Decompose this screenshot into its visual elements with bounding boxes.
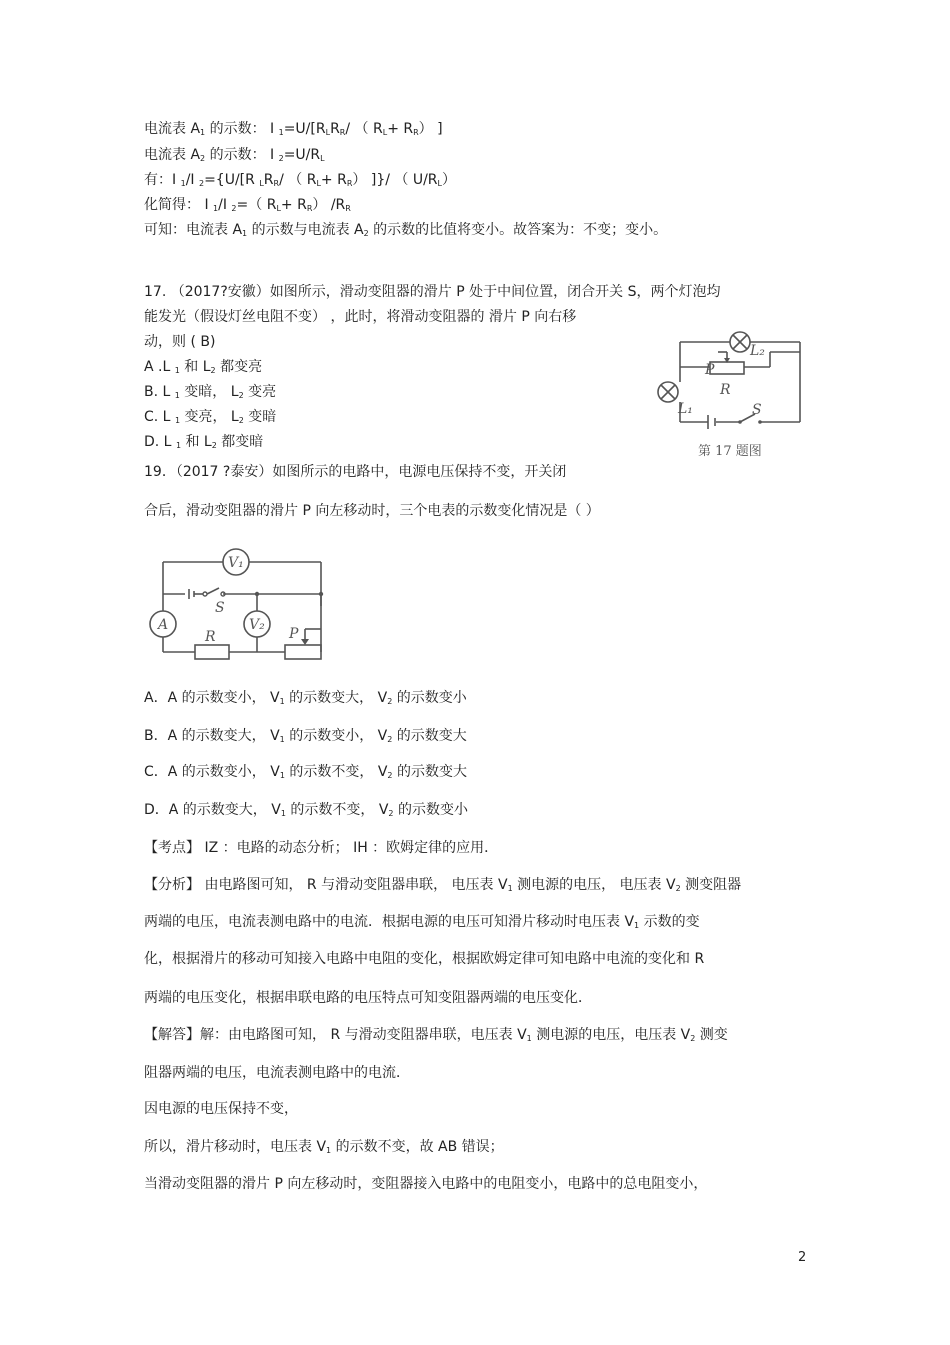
text-segment: 【解答】解：由电路图可知， R 与滑动变阻器串联，电压表 V [144, 1027, 527, 1043]
text-segment: 19．（2017 ?泰安）如图所示的电路中，电源电压保持不变，开关闭 [144, 464, 567, 480]
subscript: L [276, 204, 281, 213]
formula-line-1 [144, 120, 443, 142]
text-segment: 两端的电压，电流表测电路中的电流．根据电源的电压可知滑片移动时电压表 V [144, 914, 635, 930]
subscript: 1 [507, 884, 513, 893]
text-segment: 所以，滑片移动时，电压表 V [144, 1139, 327, 1155]
subscript: 1 [213, 204, 219, 213]
text-segment: /I [185, 172, 199, 188]
formula-line-2 [144, 146, 325, 168]
text-segment: ） ] [418, 121, 443, 137]
figure-caption: 第 17 题图 [698, 444, 762, 459]
text-segment: 阻器两端的电压，电流表测电路中的电流． [144, 1065, 410, 1081]
subscript: 2 [388, 809, 394, 818]
subscript: 2 [675, 884, 681, 893]
text-segment: 和 L [181, 434, 212, 450]
subscript: 2 [198, 179, 205, 188]
answer-line-3 [144, 1100, 298, 1118]
subscript: L [437, 179, 443, 188]
label-p: P [705, 362, 715, 378]
subscript: 1 [174, 416, 181, 425]
text-segment: 的示数不变，故 AB 错误； [331, 1139, 504, 1155]
text-segment: 变亮 [243, 384, 277, 400]
text-segment: =U/[R [283, 121, 326, 137]
label-s: S [215, 600, 225, 616]
subscript: 2 [211, 441, 217, 450]
text-segment: 和 L [179, 359, 211, 375]
text-segment: =（ R [236, 197, 277, 213]
text-segment: 的示数变大 [392, 728, 467, 744]
text-segment: 测变阻器 [680, 877, 742, 893]
subscript: 1 [526, 1034, 532, 1043]
analysis-line-2 [144, 913, 700, 935]
text-segment: 合后，滑动变阻器的滑片 P 向左移动时，三个电表的示数变化情况是（ ） [144, 503, 600, 519]
text-segment: 的示数变大， V [284, 690, 388, 706]
answer-line-2 [144, 1064, 410, 1082]
label-a: A [158, 617, 169, 633]
text-segment: 两端的电压变化，根据串联电路的电压特点可知变阻器两端的电压变化． [144, 990, 592, 1006]
page-number: 2 [798, 1250, 807, 1265]
text-segment: B. L [144, 384, 175, 400]
subscript: 1 [634, 921, 640, 930]
text-segment: + R [320, 172, 347, 188]
q17-stem-line-3 [144, 333, 215, 351]
answer-line-5 [144, 1175, 707, 1193]
text-segment: ） [442, 172, 457, 188]
text-segment: C．A 的示数变小， V [144, 764, 280, 780]
subscript: 1 [174, 366, 180, 375]
subscript: 2 [387, 771, 393, 780]
text-segment: 【分析】 由电路图可知， R 与滑动变阻器串联， 电压表 V [144, 877, 508, 893]
subscript: 2 [210, 366, 216, 375]
subscript: 1 [279, 771, 285, 780]
q19-option-b [144, 727, 467, 749]
kaodian-line [144, 839, 498, 857]
text-segment: 的示数的比值将变小。故答案为：不变；变小。 [368, 222, 668, 238]
text-segment: + R [280, 197, 307, 213]
subscript: 2 [200, 154, 206, 163]
text-segment: 的示数： I [205, 121, 279, 137]
subscript: 1 [280, 809, 286, 818]
text-segment: =U/R [283, 147, 321, 163]
text-segment: 的示数： I [205, 147, 279, 163]
subscript: 1 [278, 128, 284, 137]
label-r: R [205, 629, 216, 645]
text-segment: 的示数变小 [392, 690, 467, 706]
analysis-line-4 [144, 989, 592, 1007]
subscript: 2 [278, 154, 284, 163]
q17-option-b [144, 383, 276, 405]
subscript: 1 [175, 441, 182, 450]
text-segment: ） /R [312, 197, 346, 213]
subscript: 1 [180, 179, 186, 188]
subscript: R [273, 179, 280, 188]
subscript: L [325, 128, 331, 137]
text-segment: D. L [144, 434, 176, 450]
subscript: 2 [231, 204, 237, 213]
formula-line-4 [144, 196, 351, 218]
subscript: 2 [387, 735, 393, 744]
text-segment: 都变亮 [215, 359, 263, 375]
text-segment: 电流表 A [144, 121, 201, 137]
q17-circuit-figure [650, 322, 820, 462]
subscript: 1 [279, 697, 285, 706]
subscript: 2 [238, 391, 244, 400]
label-l2: L₂ [750, 343, 765, 359]
label-v2: V₂ [249, 617, 265, 633]
q19-option-d [144, 801, 468, 823]
text-segment: / （ R [345, 121, 383, 137]
subscript: 2 [238, 416, 244, 425]
subscript: L [316, 179, 321, 188]
text-segment: 能发光（假设灯丝电阻不变） ，此时，将滑动变阻器的 滑片 P 向右移 [144, 309, 577, 325]
label-s: S [752, 402, 762, 418]
text-segment: 的示数变小， V [284, 728, 388, 744]
answer-line-1 [144, 1026, 728, 1048]
text-segment: + R [387, 121, 414, 137]
text-segment: /I [218, 197, 232, 213]
text-segment: 的示数不变， V [285, 802, 389, 818]
subscript: L [320, 154, 325, 163]
q19-option-a [144, 689, 467, 711]
text-segment: 可知：电流表 A [144, 222, 243, 238]
analysis-line-3 [144, 950, 704, 968]
text-segment: R [263, 172, 274, 188]
text-segment: 【考点】 IZ ：电路的动态分析； IH ：欧姆定律的应用． [144, 840, 499, 856]
text-segment: A .L [144, 359, 175, 375]
text-segment: 的示数变大 [392, 764, 467, 780]
text-segment: 变亮， L [180, 409, 239, 425]
q17-option-a [144, 358, 262, 380]
text-segment: 测电源的电压， 电压表 V [512, 877, 676, 893]
label-l1: L₁ [678, 401, 693, 417]
subscript: 2 [387, 697, 393, 706]
formula-line-3 [144, 171, 456, 193]
subscript: 1 [326, 1146, 332, 1155]
subscript: L [259, 179, 264, 188]
text-segment: 当滑动变阻器的滑片 P 向左移动时，变阻器接入电路中的电阻变小，电路中的总电阻变小， [144, 1176, 708, 1192]
q19-circuit-figure [145, 540, 335, 670]
analysis-line-1 [144, 876, 741, 898]
text-segment: 测电源的电压，电压表 V [531, 1027, 691, 1043]
text-segment: A．A 的示数变小， V [144, 690, 280, 706]
text-segment: B．A 的示数变大， V [144, 728, 280, 744]
label-v1: V₁ [228, 555, 244, 571]
text-segment: 化简得： I [144, 197, 214, 213]
text-segment: R [330, 121, 340, 137]
subscript: 1 [242, 229, 248, 238]
text-segment: 变暗 [243, 409, 277, 425]
subscript: R [345, 204, 351, 213]
text-segment: ） ]}/ （ U/R [352, 172, 438, 188]
text-segment: 测变 [695, 1027, 728, 1043]
text-segment: 变暗， L [179, 384, 239, 400]
text-segment: 的示数不变， V [284, 764, 388, 780]
subscript: 2 [363, 229, 369, 238]
text-segment: 都变暗 [216, 434, 264, 450]
subscript: R [306, 204, 313, 213]
text-segment: 有：I [144, 172, 181, 188]
text-segment: 电流表 A [144, 147, 201, 163]
q17-option-c [144, 408, 276, 430]
subscript: R [339, 128, 346, 137]
text-segment: 因电源的电压保持不变， [144, 1101, 298, 1117]
q17-stem-line-2 [144, 308, 576, 326]
answer-line-4 [144, 1138, 504, 1160]
lamp-l2-icon [730, 332, 750, 352]
q19-stem-line-1 [144, 463, 566, 481]
text-segment: 动，则 ( B) [144, 334, 216, 350]
text-segment: C. L [144, 409, 175, 425]
text-segment: 的示数与电流表 A [247, 222, 364, 238]
subscript: 2 [690, 1034, 696, 1043]
subscript: 1 [174, 391, 180, 400]
subscript: R [413, 128, 419, 137]
conclusion-line [144, 221, 667, 243]
text-segment: 17. （2017?安徽）如图所示，滑动变阻器的滑片 P 处于中间位置，闭合开关 S，两个灯泡均 [144, 284, 721, 300]
text-segment: 的示数变小 [393, 802, 468, 818]
subscript: R [346, 179, 353, 188]
subscript: 1 [200, 128, 206, 137]
q17-stem-line-1 [144, 283, 720, 301]
lamp-l1-icon [658, 382, 678, 402]
q17-option-d [144, 433, 263, 455]
subscript: L [382, 128, 388, 137]
label-p: P [289, 626, 299, 642]
subscript: 1 [279, 735, 285, 744]
q19-stem-line-2 [144, 502, 600, 520]
text-segment: D．A 的示数变大， V [144, 802, 281, 818]
text-segment: / （ R [279, 172, 317, 188]
text-segment: 示数的变 [639, 914, 700, 930]
q19-option-c [144, 763, 467, 785]
text-segment: ={U/[R [204, 172, 260, 188]
text-segment: 化，根据滑片的移动可知接入电路中电阻的变化，根据欧姆定律可知电路中电流的变化和 R [144, 951, 705, 967]
label-r: R [720, 382, 731, 398]
